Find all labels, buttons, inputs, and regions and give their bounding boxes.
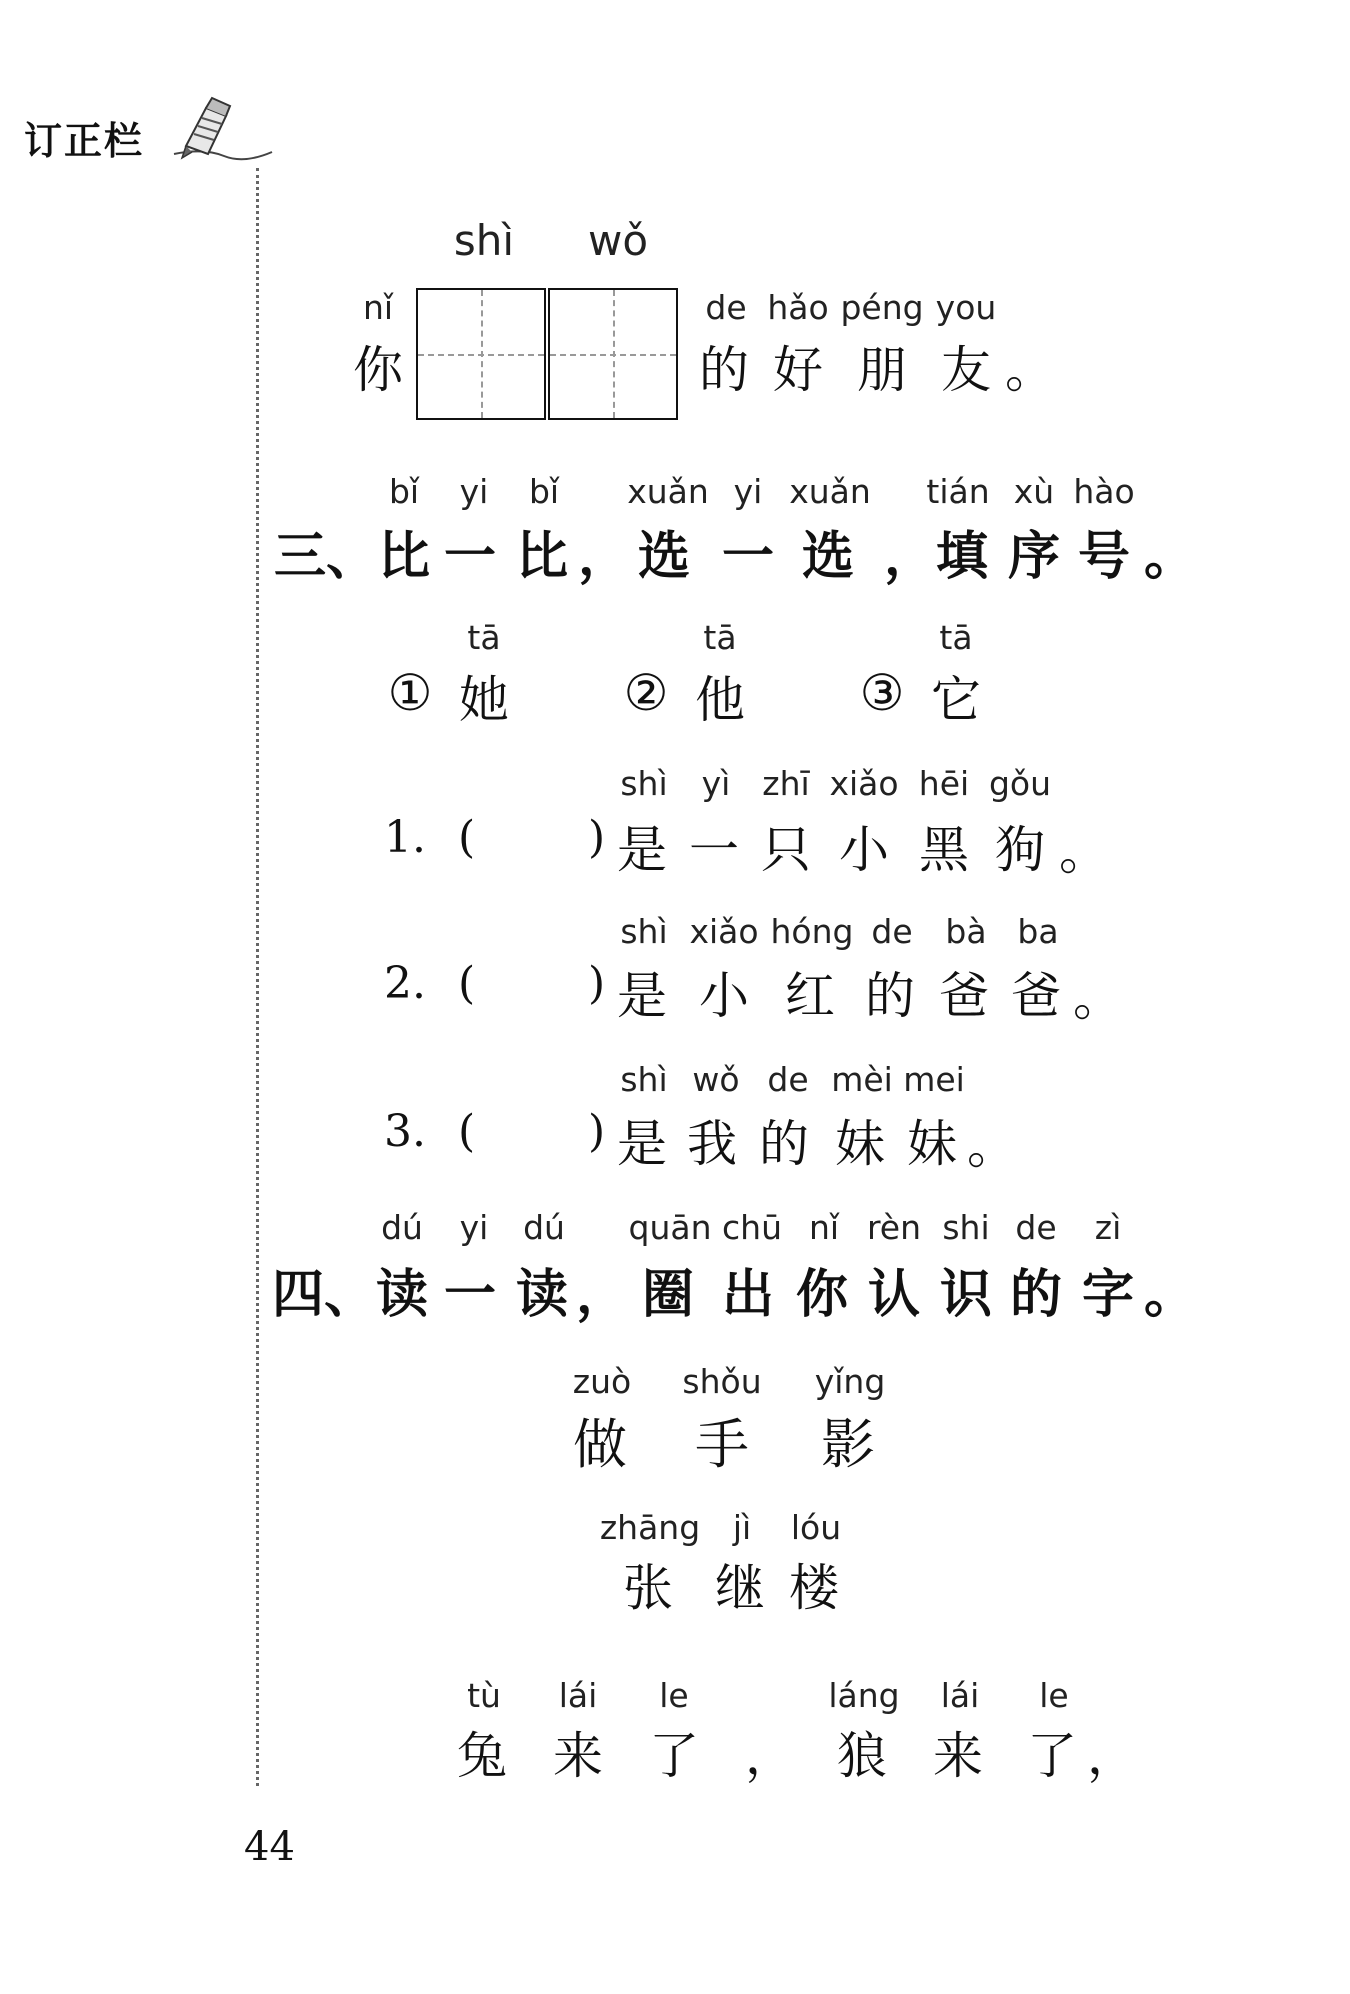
q3-close-paren: ) [588,1106,606,1157]
author-pinyin: jì [732,1508,752,1547]
tail-char: 友 [941,341,991,399]
lead-char: 你 [353,341,403,399]
s4-pinyin: rèn [866,1208,922,1247]
s4-pinyin: dú [381,1208,423,1247]
line1-pinyin: le [1039,1676,1069,1715]
q1-pinyin: hēi [918,764,970,803]
writing-box-2[interactable] [548,288,678,420]
s4-pinyin: dú [523,1208,565,1247]
q2-pinyin: de [871,912,913,951]
option-char: 她 [459,671,509,729]
option-mark: ② [623,664,669,722]
option-mark: ① [387,664,433,722]
poem-title-pinyin: zuò [572,1362,632,1401]
s3-pinyin: hào [1073,472,1135,511]
s4-title: 读 [515,1265,569,1325]
s3-pinyin: yi [733,472,763,511]
q3-char: 妹 [835,1115,885,1173]
line1-char: 了 [649,1727,699,1785]
q3-pinyin: shì [620,1060,668,1099]
tail-char: 好 [773,341,823,399]
s3-title: 一 [721,527,775,587]
s3-pinyin: yi [459,472,489,511]
author-char: 楼 [789,1559,839,1617]
s4-title: 圈 [641,1265,695,1325]
q2-answer-blank[interactable] [484,958,588,1014]
q2-char: 爸 [1011,967,1061,1025]
q1-char: 一 [689,821,739,879]
poem-title-pinyin: shǒu [682,1362,762,1401]
q1-char: 。 [1059,823,1109,881]
s4-pinyin: zì [1094,1208,1122,1247]
s4-pinyin: de [1015,1208,1057,1247]
s4-title: 出 [721,1265,775,1325]
tail-char: 的 [699,341,749,399]
box-pinyin-1: shì [453,216,515,265]
q2-number: 2. [384,958,426,1009]
q1-char: 小 [839,821,889,879]
s3-title: 选 [801,527,855,587]
s3-pinyin: bǐ [528,472,560,511]
q2-pinyin: ba [1017,912,1059,951]
s4-title: 。 [1143,1265,1197,1325]
q1-pinyin: zhī [762,764,810,803]
line1-pinyin: tù [467,1676,501,1715]
q2-close-paren: ) [588,958,606,1009]
q2-pinyin: xiǎo [689,912,759,951]
q1-close-paren: ) [588,812,606,863]
line1-char: ， [745,1727,795,1785]
tail-pinyin: hǎo [767,288,829,327]
s4-pinyin: shi [942,1208,990,1247]
q1-answer-blank[interactable] [484,812,588,868]
line1-char: 来 [933,1727,983,1785]
s3-pinyin: bǐ [388,472,420,511]
line1-char: 来 [553,1727,603,1785]
q1-char: 是 [617,821,667,879]
s3-title: 三、比 [273,527,431,587]
q3-char: 的 [759,1115,809,1173]
q2-char: 小 [699,967,749,1025]
q1-number: 1. [384,812,426,863]
writing-box-1[interactable] [416,288,546,420]
q1-char: 只 [761,821,811,879]
q1-char: 黑 [919,821,969,879]
s3-title: 选 [637,527,691,587]
margin-divider [256,168,259,1786]
option-char: 它 [931,671,981,729]
s3-title: 。 [1143,527,1197,587]
s4-pinyin: quān [628,1208,712,1247]
s4-title: 你 [795,1265,849,1325]
q3-pinyin: de [767,1060,809,1099]
option-mark: ③ [859,664,905,722]
q3-answer-blank[interactable] [484,1106,588,1162]
lead-pinyin: nǐ [362,288,394,327]
poem-title-char: 手 [695,1413,749,1476]
author-char: 张 [623,1559,673,1617]
s3-title: 比 [515,527,569,587]
q2-char: 红 [785,967,835,1025]
q2-pinyin: shì [620,912,668,951]
tail-char: 朋 [857,341,907,399]
s4-title: 认 [867,1265,921,1325]
author-pinyin: lóu [790,1508,842,1547]
page-number: 44 [244,1824,295,1870]
q1-pinyin: shì [620,764,668,803]
line1-pinyin: lái [940,1676,980,1715]
q1-char: 狗 [995,821,1045,879]
correction-title: 订正栏 [24,119,145,163]
q2-pinyin: hóng [770,912,854,951]
line1-pinyin: le [659,1676,689,1715]
s3-pinyin: xuǎn [789,472,871,511]
q1-pinyin: yì [701,764,731,803]
option-char: 他 [695,671,745,729]
q3-pinyin: mèi [831,1060,893,1099]
s3-title: 序 [1007,527,1061,587]
q3-char: 是 [617,1115,667,1173]
poem-title-char: 影 [821,1413,875,1476]
box-pinyin-2: wǒ [587,216,649,265]
line1-char: ， [1087,1727,1137,1785]
author-pinyin: zhāng [599,1508,701,1547]
q2-char: 。 [1073,969,1123,1027]
q2-open-paren: ( [458,958,476,1009]
tail-pinyin: péng [840,288,924,327]
poem-title-pinyin: yǐng [814,1362,886,1401]
s4-pinyin: nǐ [808,1208,840,1247]
s3-title: ，填 [883,527,989,587]
q1-pinyin: gǒu [988,764,1052,803]
line1-char: 兔 [457,1727,507,1785]
tail-pinyin: de [705,288,747,327]
tail-pinyin: you [935,288,997,327]
s3-title: 号 [1077,527,1131,587]
s4-title: 四、读 [271,1265,429,1325]
q1-pinyin: xiǎo [829,764,899,803]
q3-pinyin: mei [903,1060,965,1099]
s3-title: ， [577,527,631,587]
s3-pinyin: xù [1013,472,1055,511]
q1-open-paren: ( [458,812,476,863]
line1-pinyin: láng [828,1676,900,1715]
s3-pinyin: xuǎn [627,472,709,511]
line1-pinyin: lái [558,1676,598,1715]
q3-number: 3. [384,1106,426,1157]
author-char: 继 [715,1559,765,1617]
s4-title: ， [575,1265,629,1325]
s4-title: 的 [1009,1265,1063,1325]
correction-header [24,110,144,170]
tail-char: 。 [1005,341,1055,399]
s4-title: 识 [939,1265,993,1325]
q2-pinyin: bà [945,912,987,951]
q3-open-paren: ( [458,1106,476,1157]
line1-char: 了 [1027,1727,1077,1785]
option-pinyin: tā [939,618,973,657]
q2-char: 爸 [939,967,989,1025]
s4-title: 一 [443,1265,497,1325]
q3-char: 我 [687,1115,737,1173]
pencil-icon [164,96,274,170]
poem-title-char: 做 [573,1413,627,1476]
s3-title: 一 [443,527,497,587]
q2-char: 的 [865,967,915,1025]
s4-pinyin: chū [722,1208,782,1247]
q3-char: 妹 [907,1115,957,1173]
s4-title: 字 [1081,1265,1135,1325]
s3-pinyin: tián [926,472,990,511]
q2-char: 是 [617,967,667,1025]
option-pinyin: tā [703,618,737,657]
q3-char: 。 [967,1117,1017,1175]
line1-char: 狼 [837,1727,887,1785]
s4-pinyin: yi [459,1208,489,1247]
option-pinyin: tā [467,618,501,657]
q3-pinyin: wǒ [692,1060,740,1099]
